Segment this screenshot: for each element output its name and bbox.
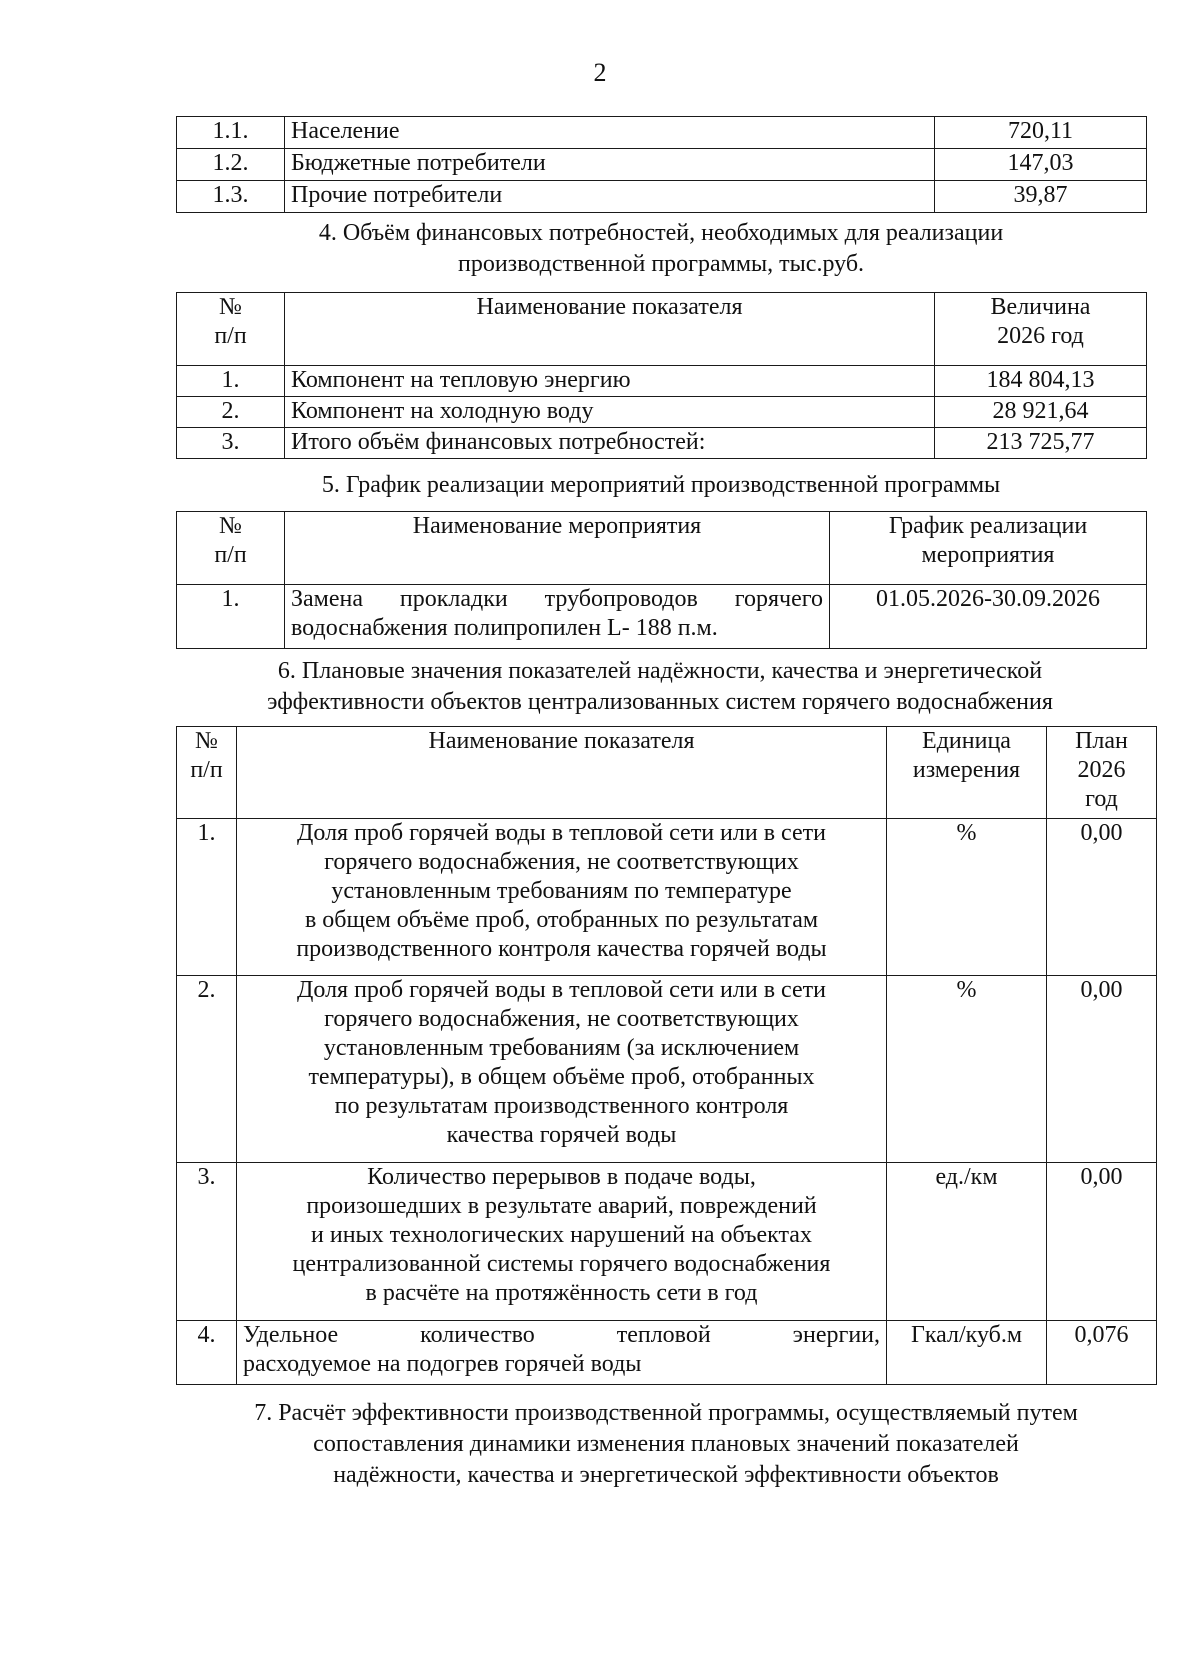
table-row: [177, 428, 1147, 459]
row-name-line: и иных технологических нарушений на объектах: [311, 1222, 812, 1248]
table-row: [177, 117, 1147, 149]
table-row: [177, 366, 1147, 397]
row-name-line: по результатам производственного контроля: [334, 1093, 789, 1119]
row-plan: 0,00: [1047, 976, 1157, 1163]
activities-schedule-table: [176, 511, 1147, 649]
row-number: 3.: [177, 1163, 237, 1321]
row-name: [237, 819, 887, 976]
section7-title: [176, 1398, 1156, 1491]
row-name-line1: Замена прокладки трубопроводов горячего: [291, 586, 823, 612]
header-schedule-line1: График реализации: [888, 513, 1088, 539]
header-plan-line3: год: [1085, 786, 1118, 812]
table-row: [177, 181, 1147, 213]
header-value-line1: Величина: [990, 294, 1091, 320]
header-number-line1: №: [219, 294, 242, 320]
row-unit: ед./км: [887, 1163, 1047, 1321]
header-number: [177, 727, 237, 819]
header-unit-line1: Единица: [922, 728, 1011, 754]
section7-title-line1: 7. Расчёт эффективности производственной программы, осуществляемый путем: [254, 1400, 1078, 1426]
header-name: Наименование показателя: [285, 293, 935, 366]
row-name: [237, 976, 887, 1163]
row-value: 39,87: [935, 181, 1147, 213]
row-plan: 0,00: [1047, 819, 1157, 976]
row-name: Компонент на холодную воду: [285, 397, 935, 428]
row-number: 1.1.: [177, 117, 285, 149]
table-header: [177, 293, 1147, 366]
header-schedule-line2: мероприятия: [921, 542, 1055, 568]
section7-title-line2: сопоставления динамики изменения плановых значений показателей: [313, 1431, 1019, 1457]
row-name: Прочие потребители: [285, 181, 935, 213]
row-number: 2.: [177, 397, 285, 428]
row-name: Итого объём финансовых потребностей:: [285, 428, 935, 459]
page-number: 2: [593, 58, 607, 87]
section4-title-line2: производственной программы, тыс.руб.: [457, 251, 865, 277]
row-number: 2.: [177, 976, 237, 1163]
financial-needs-table: [176, 292, 1147, 459]
table-row: [177, 1163, 1157, 1321]
header-plan-line1: План: [1075, 728, 1128, 754]
row-number: 1.2.: [177, 149, 285, 181]
row-name-line: производственного контроля качества горячей воды: [296, 936, 827, 962]
header-name: Наименование мероприятия: [285, 512, 830, 585]
row-number: 3.: [177, 428, 285, 459]
table-row: [177, 1321, 1157, 1385]
row-name: Население: [285, 117, 935, 149]
row-plan: 0,00: [1047, 1163, 1157, 1321]
row-number: 1.: [177, 585, 285, 649]
header-number-line2: п/п: [190, 757, 223, 783]
row-name: [237, 1321, 887, 1385]
header-number-line1: №: [195, 728, 218, 754]
header-plan: [1047, 727, 1157, 819]
row-name-line: расходуемое на подогрев горячей воды: [243, 1351, 642, 1377]
row-name: Компонент на тепловую энергию: [285, 366, 935, 397]
row-name-line: произошедших в результате аварий, повреждений: [306, 1193, 817, 1219]
row-unit: Гкал/куб.м: [887, 1321, 1047, 1385]
row-name-line: горячего водоснабжения, не соответствующих: [324, 1006, 799, 1032]
row-name-line: установленным требованиям (за исключением: [323, 1035, 800, 1061]
row-name-line2: водоснабжения полипропилен L- 188 п.м.: [291, 615, 718, 641]
row-name-line: в расчёте на протяжённость сети в год: [365, 1280, 758, 1306]
header-name: Наименование показателя: [237, 727, 887, 819]
table-row: [177, 976, 1157, 1163]
row-number: 1.: [177, 366, 285, 397]
table-row: [177, 585, 1147, 649]
row-name: [285, 585, 830, 649]
table-header: [177, 727, 1157, 819]
row-unit: %: [887, 976, 1047, 1163]
consumers-table: [176, 116, 1147, 213]
row-number: 4.: [177, 1321, 237, 1385]
row-name-line: температуры), в общем объёме проб, отобранных: [308, 1064, 815, 1090]
table-row: [177, 149, 1147, 181]
row-name-line: горячего водоснабжения, не соответствующих: [324, 849, 799, 875]
row-name-line: установленным требованиям по температуре: [331, 878, 792, 904]
header-number-line2: п/п: [214, 542, 247, 568]
section6-title: [170, 656, 1150, 718]
section6-title-line1: 6. Плановые значения показателей надёжности, качества и энергетической: [277, 658, 1043, 684]
section7-title-line3: надёжности, качества и энергетической эффективности объектов: [333, 1462, 999, 1488]
row-value: 28 921,64: [935, 397, 1147, 428]
header-number: [177, 512, 285, 585]
table-header: [177, 512, 1147, 585]
row-name-line: качества горячей воды: [446, 1122, 677, 1148]
row-number: 1.: [177, 819, 237, 976]
row-name: [237, 1163, 887, 1321]
header-value: [935, 293, 1147, 366]
indicators-table: [176, 726, 1157, 1385]
header-schedule: [830, 512, 1147, 585]
section4-title: [176, 218, 1146, 280]
header-value-line2: 2026 год: [997, 323, 1084, 349]
table-row: [177, 397, 1147, 428]
header-number-line1: №: [219, 513, 242, 539]
row-name-line: централизованной системы горячего водоснабжения: [292, 1251, 831, 1277]
row-value: 213 725,77: [935, 428, 1147, 459]
section4-title-line1: 4. Объём финансовых потребностей, необходимых для реализации: [318, 220, 1004, 246]
header-unit-line2: измерения: [912, 757, 1021, 783]
header-unit: [887, 727, 1047, 819]
row-name-line: в общем объёме проб, отобранных по результатам: [304, 907, 819, 933]
row-name-line: Удельное количество тепловой энергии,: [243, 1322, 880, 1348]
row-name-line: Доля проб горячей воды в тепловой сети или в сети: [297, 977, 826, 1003]
row-name: Бюджетные потребители: [285, 149, 935, 181]
row-value: 147,03: [935, 149, 1147, 181]
row-number: 1.3.: [177, 181, 285, 213]
section6-title-line2: эффективности объектов централизованных систем горячего водоснабжения: [267, 689, 1053, 715]
row-value: 720,11: [935, 117, 1147, 149]
header-plan-line2: 2026: [1077, 757, 1126, 783]
row-value: 184 804,13: [935, 366, 1147, 397]
header-number: [177, 293, 285, 366]
row-name-line: Количество перерывов в подаче воды,: [367, 1164, 756, 1190]
row-plan: 0,076: [1047, 1321, 1157, 1385]
row-schedule: 01.05.2026-30.09.2026: [830, 585, 1147, 649]
table-row: [177, 819, 1157, 976]
section5-title: 5. График реализации мероприятий производственной программы: [321, 472, 1001, 498]
row-unit: %: [887, 819, 1047, 976]
header-number-line2: п/п: [214, 323, 247, 349]
row-name-line: Доля проб горячей воды в тепловой сети или в сети: [297, 820, 826, 846]
